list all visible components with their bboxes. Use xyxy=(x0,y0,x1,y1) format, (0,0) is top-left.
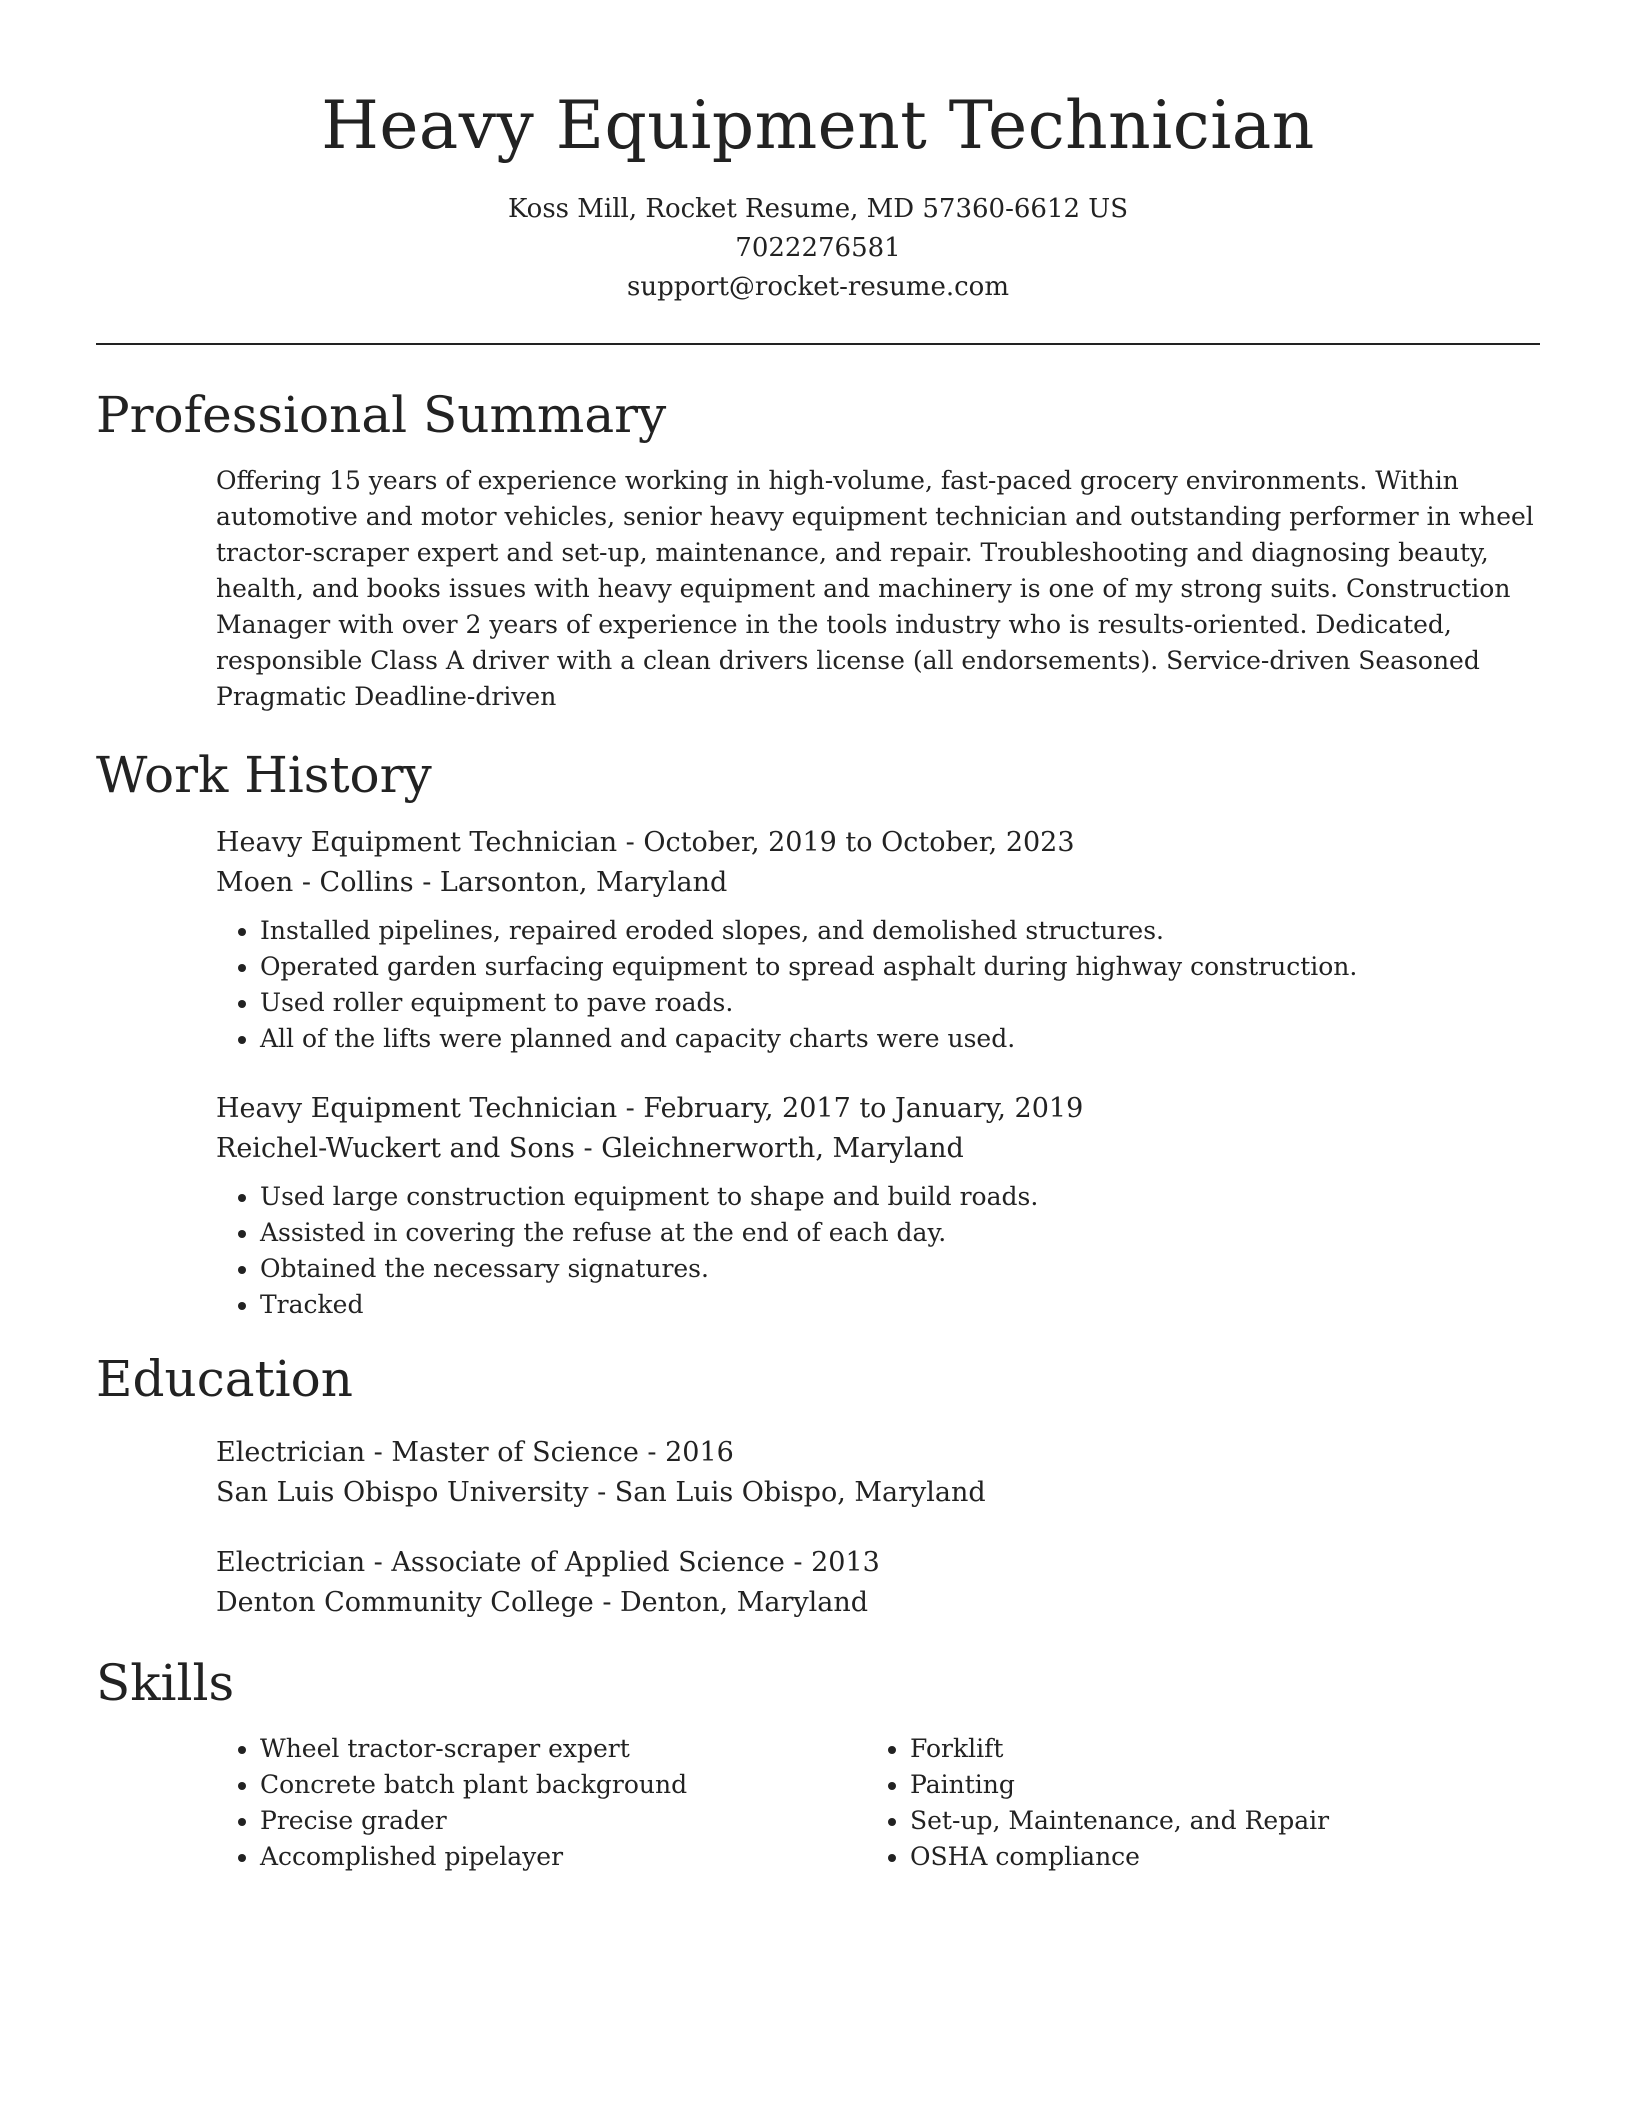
job-bullet: • Operated garden surfacing equipment to spread asphalt during highway construction. xyxy=(260,949,1540,985)
skill-item: • Forklift xyxy=(910,1731,1516,1767)
education-degree: Electrician - Associate of Applied Science xyxy=(216,1547,785,1578)
education-school: San Luis Obispo University xyxy=(216,1477,589,1508)
job-bullet: • Used large construction equipment to shape and build roads. xyxy=(260,1179,1540,1215)
skill-item: • Wheel tractor-scraper expert xyxy=(260,1731,866,1767)
section-title-summary: Professional Summary xyxy=(96,386,667,444)
skill-item: • Painting xyxy=(910,1767,1516,1803)
job-company: Reichel-Wuckert and Sons xyxy=(216,1133,575,1164)
skill-item: • Concrete batch plant background xyxy=(260,1767,866,1803)
job-bullet: • Used roller equipment to pave roads. xyxy=(260,985,1540,1021)
skills-bullets xyxy=(216,1731,866,1875)
education-entry xyxy=(216,1543,1540,1623)
job-location: - Gleichnerworth, Maryland xyxy=(574,1133,964,1164)
education-year: - 2016 xyxy=(638,1437,734,1468)
skills-column-left xyxy=(216,1731,866,1875)
job-location: - Larsonton, Maryland xyxy=(413,867,728,898)
job-company-line xyxy=(216,1129,1540,1169)
job-bullets xyxy=(216,1179,1540,1323)
job-entry xyxy=(216,1089,1540,1323)
summary-text: Offering 15 years of experience working in high-volume, fast-paced grocery environments. Within automotive and motor vehicles, senior heavy equipment technician and outstanding performer in wheel tractor-scraper expert and set-up, maintenance, and repair. Troubleshooting and diagnosing beauty, health, and books issues with heavy equipment and machinery is one of my strong suits. Construction Manager with over 2 years of experience in the tools industry who is results-oriented. Dedicated, responsible Class A driver with a clean drivers license (all endorsements). Service-driven Seasoned Pragmatic Deadline-driven xyxy=(216,466,1534,711)
section-title-work-history: Work History xyxy=(96,746,432,804)
job-bullets xyxy=(216,913,1540,1057)
job-bullet: • Assisted in covering the refuse at the end of each day. xyxy=(260,1215,1540,1251)
contact-phone: 7022276581 xyxy=(735,233,901,263)
education-school-line xyxy=(216,1473,1540,1513)
job-bullet: • All of the lifts were planned and capacity charts were used. xyxy=(260,1021,1540,1057)
resume-name: Heavy Equipment Technician xyxy=(321,87,1315,164)
skills-column-right xyxy=(866,1731,1516,1875)
education-school-line xyxy=(216,1583,1540,1623)
job-position: Heavy Equipment Technician xyxy=(216,827,618,858)
job-dates: - February, 2017 to January, 2019 xyxy=(617,1093,1084,1124)
skill-item: • Precise grader xyxy=(260,1803,866,1839)
resume-page xyxy=(96,0,1540,1875)
header-divider xyxy=(96,343,1540,345)
section-title-skills: Skills xyxy=(96,1654,235,1712)
contact-address: Koss Mill, Rocket Resume, MD 57360-6612 US xyxy=(507,194,1129,224)
skill-item: • OSHA compliance xyxy=(910,1839,1516,1875)
job-dates: - October, 2019 to October, 2023 xyxy=(617,827,1075,858)
job-bullet: • Installed pipelines, repaired eroded slopes, and demolished structures. xyxy=(260,913,1540,949)
contact-block xyxy=(96,190,1540,307)
education-degree-line xyxy=(216,1543,1540,1583)
skill-item: • Set-up, Maintenance, and Repair xyxy=(910,1803,1516,1839)
job-company-line xyxy=(216,863,1540,903)
job-bullet: • Tracked xyxy=(260,1287,1540,1323)
job-bullet: • Obtained the necessary signatures. xyxy=(260,1251,1540,1287)
education-degree: Electrician - Master of Science xyxy=(216,1437,639,1468)
skills-list xyxy=(216,1731,1540,1875)
job-company: Moen - Collins xyxy=(216,867,414,898)
education-year: - 2013 xyxy=(784,1547,880,1578)
education-location: - San Luis Obispo, Maryland xyxy=(588,1477,986,1508)
skill-item: • Accomplished pipelayer xyxy=(260,1839,866,1875)
education-school: Denton Community College xyxy=(216,1587,594,1618)
education-degree-line xyxy=(216,1433,1540,1473)
job-position: Heavy Equipment Technician xyxy=(216,1093,618,1124)
education-location: - Denton, Maryland xyxy=(593,1587,869,1618)
education-entry xyxy=(216,1433,1540,1513)
job-title-line xyxy=(216,823,1540,863)
section-title-education: Education xyxy=(96,1350,353,1408)
skills-bullets xyxy=(866,1731,1516,1875)
job-title-line xyxy=(216,1089,1540,1129)
contact-email: support@rocket-resume.com xyxy=(626,272,1009,302)
job-entry xyxy=(216,823,1540,1057)
